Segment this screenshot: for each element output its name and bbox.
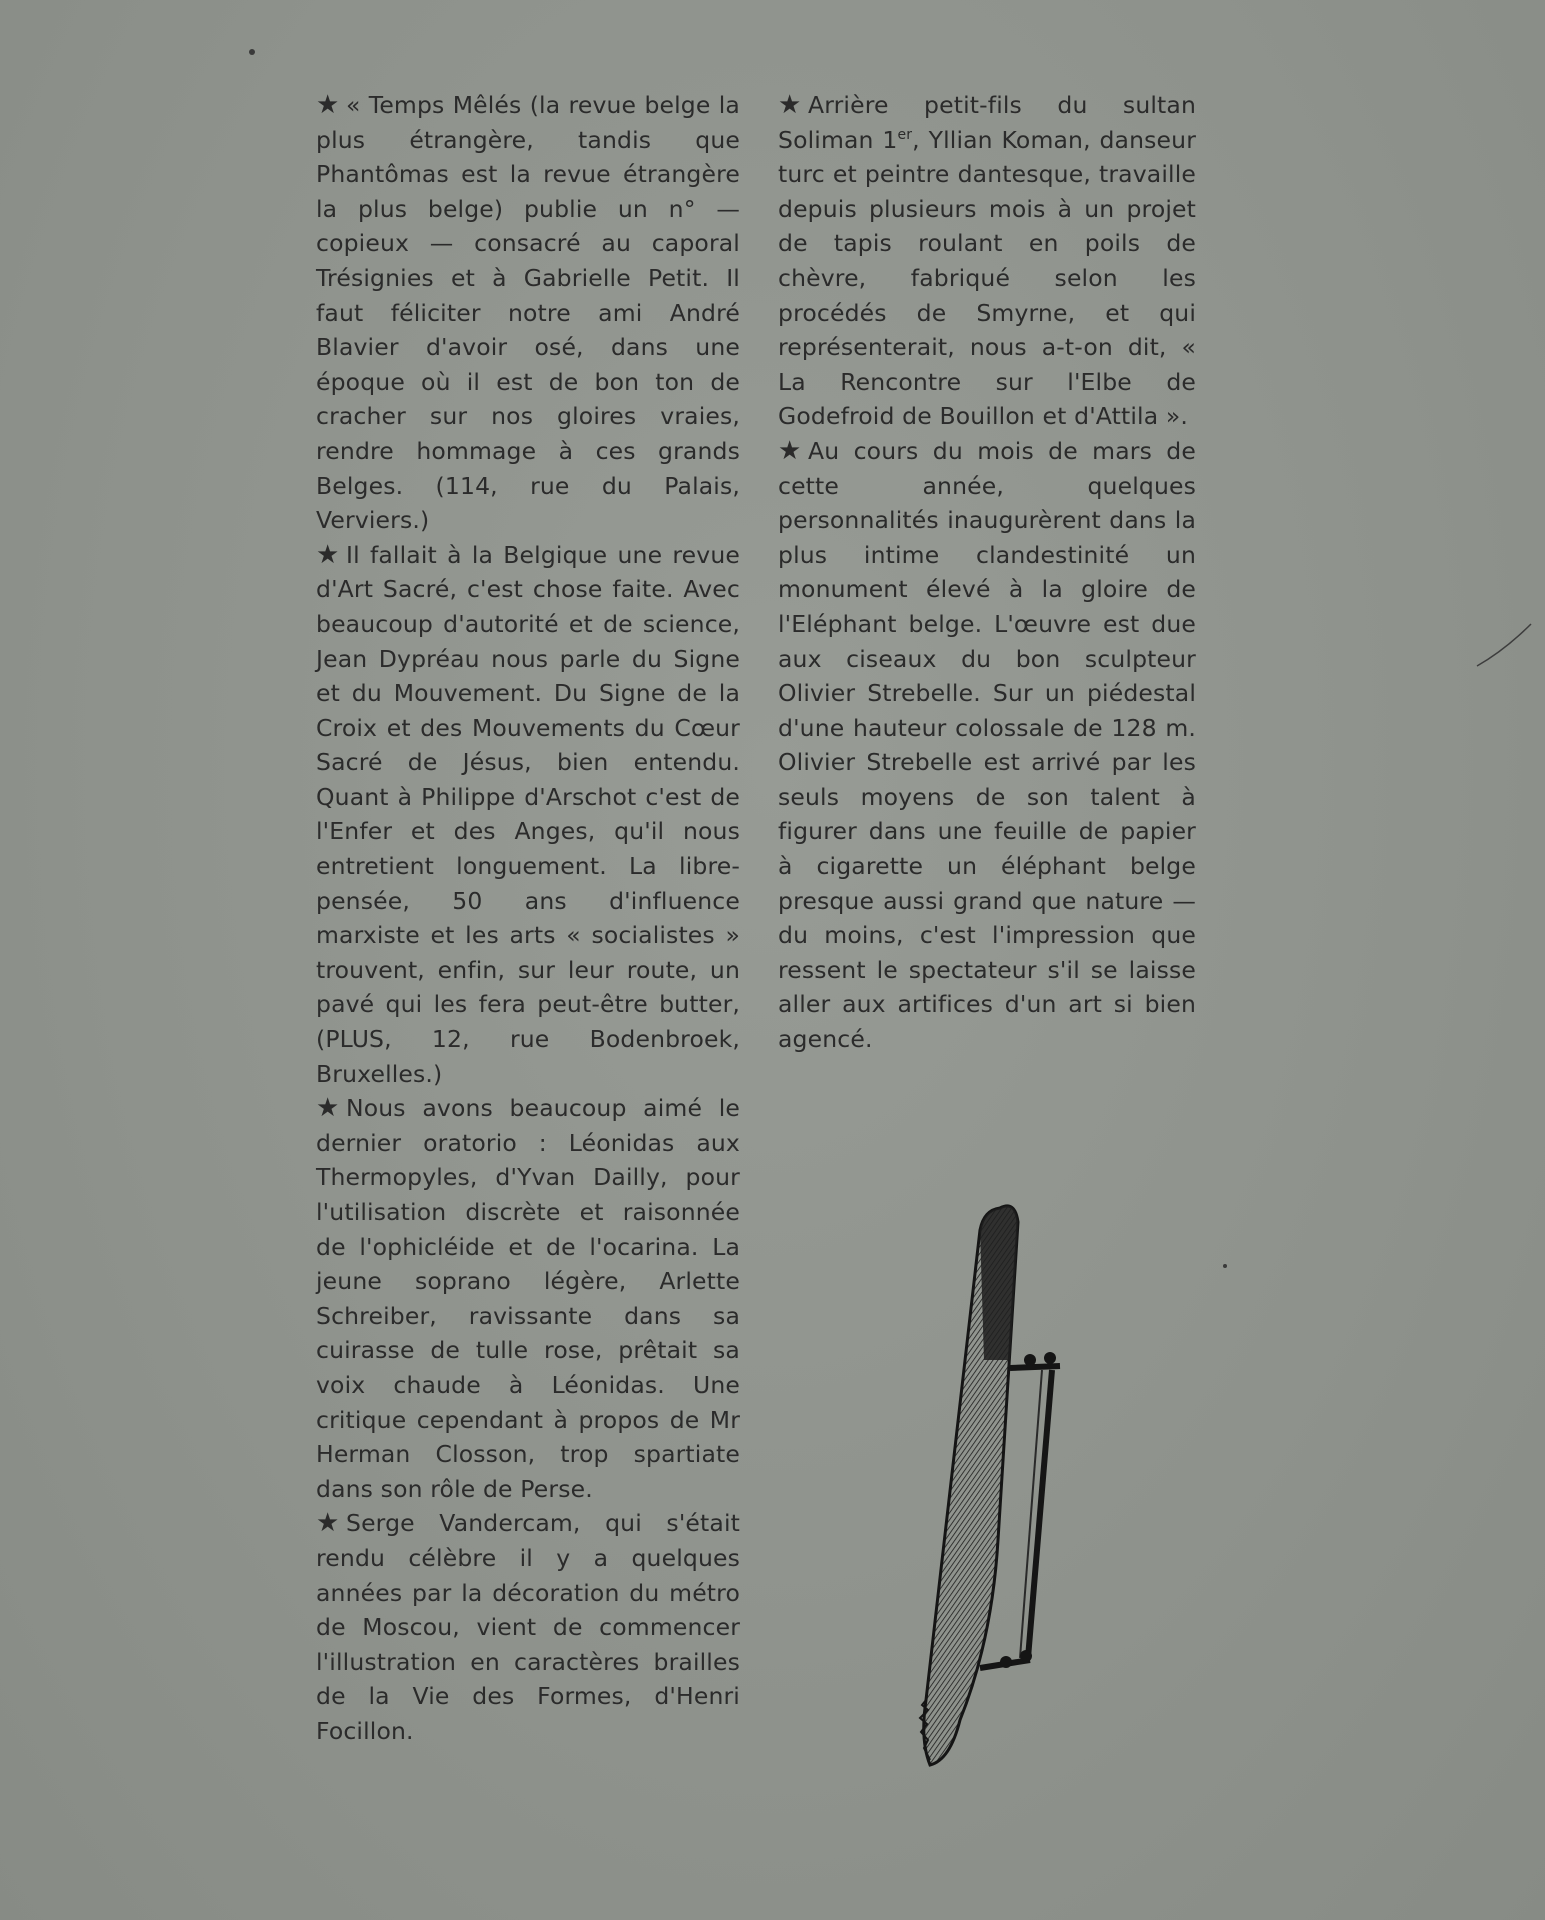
- star-icon: ★: [316, 1508, 340, 1539]
- star-icon: ★: [316, 1093, 340, 1124]
- paragraph-text: , Yllian Koman, danseur turc et peintre dantesque, travaille depuis plusieurs mois à un projet de tapis roulant en poils de chèvre, fabriqué selon les procédés de Smyrne, et qui représenterait, nous a-t-on dit, « La Rencontre sur l'Elbe de Godefroid de Bouillon et d'Attila ».: [778, 125, 1197, 431]
- paragraph-oratorio: [316, 1091, 740, 1506]
- superscript: er: [897, 126, 913, 143]
- paragraph-text: Nous avons beaucoup aimé le dernier oratorio : Léonidas aux Thermopyles, d'Yvan Dailly, pour l'utilisation discrète et raisonnée de l'ophicléide et de l'ocarina. La jeune soprano légère, Arlette Schreiber, ravissante dans sa cuirasse de tulle rose, prêtait sa voix chaude à Léonidas. Une critique cependant à propos de Mr Herman Closson, trop spartiate dans son rôle de Perse.: [316, 1094, 740, 1503]
- star-icon: ★: [316, 90, 340, 120]
- paragraph-text: « Temps Mêlés (la revue belge la plus étrangère, tandis que Phantômas est la revue étrangère la plus belge) publie un n° — copieux — consacré au caporal Trésignies et à Gabrielle Petit. Il faut féliciter notre ami André Blavier d'avoir osé, dans une époque où il est de bon ton de cracher sur nos gloires vraies, rendre hommage à ces grands Belges. (114, rue du Palais, Verviers.): [316, 91, 740, 535]
- paper-scratch: [1475, 620, 1535, 670]
- paragraph-temps-meles: [316, 88, 740, 538]
- paragraph-text: Arrière petit-fils du sultan Soliman 1: [778, 91, 1196, 154]
- paragraph-text: Il fallait à la Belgique une revue d'Art Sacré, c'est chose faite. Avec beaucoup d'autorité et de science, Jean Dypréau nous parle du Signe et du Mouvement. Du Signe de la Croix et des Mouvements du Cœur Sacré de Jésus, bien entendu. Quant à Philippe d'Arschot c'est de l'Enfer et des Anges, qu'il nous entretient longuement. La libre-pensée, 50 ans d'influence marxiste et les arts « socialistes » trouvent, enfin, sur leur route, un pavé qui les fera peut-être butter, (PLUS, 12, rue Bodenbroek, Bruxelles.): [316, 540, 740, 1088]
- paragraph-text: Au cours du mois de mars de cette année, quelques personnalités inaugurèrent dans la plus intime clandestinité un monument élevé à la gloire de l'Eléphant belge. L'œuvre est due aux ciseaux du bon sculpteur Olivier Strebelle. Sur un piédestal d'une hauteur colossale de 128 m. Olivier Strebelle est arrivé par les seuls moyens de son talent à figurer dans une feuille de papier à cigarette un éléphant belge presque aussi grand que nature — du moins, c'est l'impression que ressent le spectateur s'il se laisse aller aux artifices d'un art si bien agencé.: [778, 436, 1196, 1054]
- right-text-column: [778, 88, 1196, 1057]
- paper-speck: [1223, 1264, 1227, 1268]
- paragraph-koman: [778, 88, 1196, 434]
- star-icon: ★: [316, 539, 340, 570]
- left-text-column: [316, 88, 740, 1749]
- star-icon: ★: [778, 90, 802, 120]
- paragraph-elephant: [778, 434, 1196, 1057]
- paragraph-art-sacre: [316, 538, 740, 1092]
- paper-speck: [249, 49, 255, 55]
- knife-engraving-icon: [880, 1200, 1080, 1780]
- star-icon: ★: [778, 435, 802, 466]
- paragraph-text: Serge Vandercam, qui s'était rendu célèbre il y a quelques années par la décoration du métro de Moscou, vient de commencer l'illustration en caractères brailles de la Vie des Formes, d'Henri Focillon.: [316, 1509, 740, 1745]
- paragraph-vandercam: [316, 1506, 740, 1748]
